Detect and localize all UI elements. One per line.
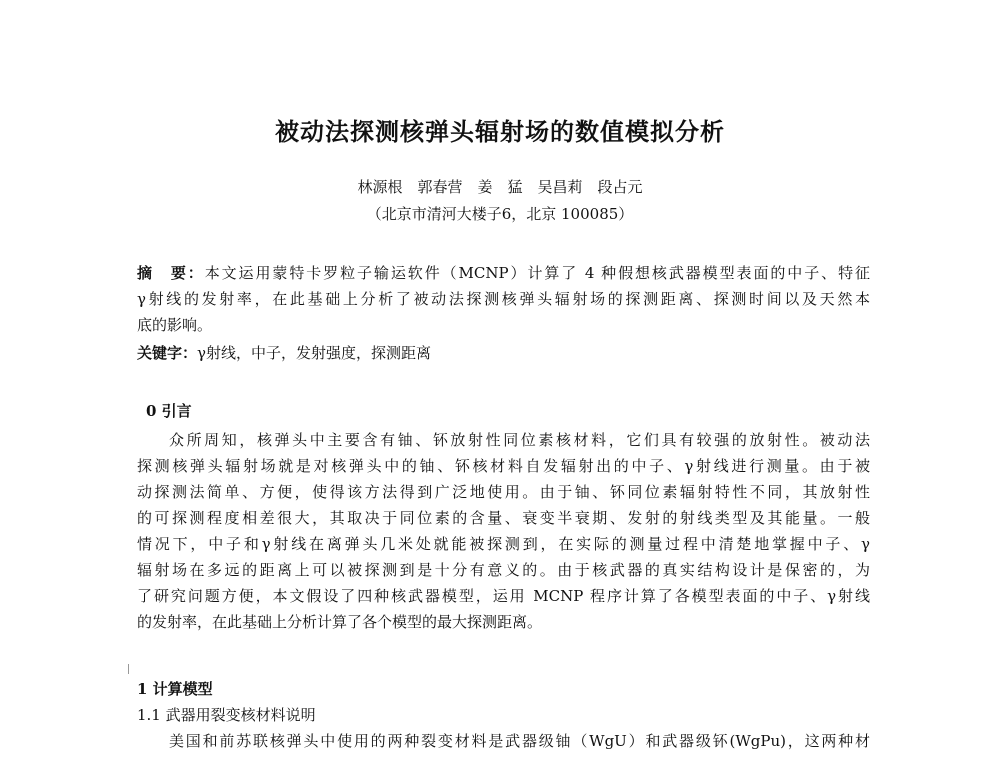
author-list: 林源根 郭春营 姜 猛 吴昌莉 段占元 (357, 178, 643, 196)
paragraph-line: 美国和前苏联核弹头中使用的两种裂变材料是武器级铀（WgU）和武器级钚(WgPu)，这两种材 (169, 732, 870, 750)
keywords-label: 关键字： (137, 344, 198, 362)
subsection-heading: 1.1 武器用裂变核材料说明 (137, 706, 316, 724)
paragraph-line: 了研究问题方便，本文假设了四种核武器模型，运用 MCNP 程序计算了各模型表面的中子、γ射线 (137, 587, 870, 605)
abstract-label: 摘 要： (137, 264, 205, 282)
paragraph-line: 的发射率，在此基础上分析计算了各个模型的最大探测距离。 (137, 613, 543, 631)
scan-artifact (128, 664, 129, 674)
abstract-line (137, 263, 870, 283)
abstract-line: γ射线的发射率，在此基础上分析了被动法探测核弹头辐射场的探测距离、探测时间以及天然本 (137, 290, 870, 308)
keywords-text: γ射线，中子，发射强度，探测距离 (197, 344, 431, 362)
author-address: （北京市清河大楼子6，北京 100085） (366, 205, 634, 223)
paper-title: 被动法探测核弹头辐射场的数值模拟分析 (275, 117, 725, 146)
abstract-line: 底的影响。 (137, 316, 213, 334)
abstract-text: 本文运用蒙特卡罗粒子输运软件（MCNP）计算了 4 种假想核武器模型表面的中子、特征 (204, 264, 870, 282)
paragraph-line: 探测核弹头辐射场就是对核弹头中的铀、钚核材料自发辐射出的中子、γ射线进行测量。由于被 (137, 457, 870, 475)
section-heading-model: 1 计算模型 (137, 680, 213, 698)
keywords-line (137, 343, 870, 363)
section-heading-introduction: 0 引言 (146, 402, 192, 420)
paragraph-line: 情况下，中子和γ射线在离弹头几米处就能被探测到，在实际的测量过程中清楚地掌握中子、γ (137, 535, 870, 553)
paragraph-line: 动探测法简单、方便，使得该方法得到广泛地使用。由于铀、钚同位素辐射特性不同，其放射性 (137, 483, 870, 501)
paragraph-line: 的可探测程度相差很大，其取决于同位素的含量、衰变半衰期、发射的射线类型及其能量。一般 (137, 509, 870, 527)
paragraph-line: 众所周知，核弹头中主要含有铀、钚放射性同位素核材料，它们具有较强的放射性。被动法 (169, 431, 870, 449)
paragraph-line: 辐射场在多远的距离上可以被探测到是十分有意义的。由于核武器的真实结构设计是保密的，为 (137, 561, 870, 579)
